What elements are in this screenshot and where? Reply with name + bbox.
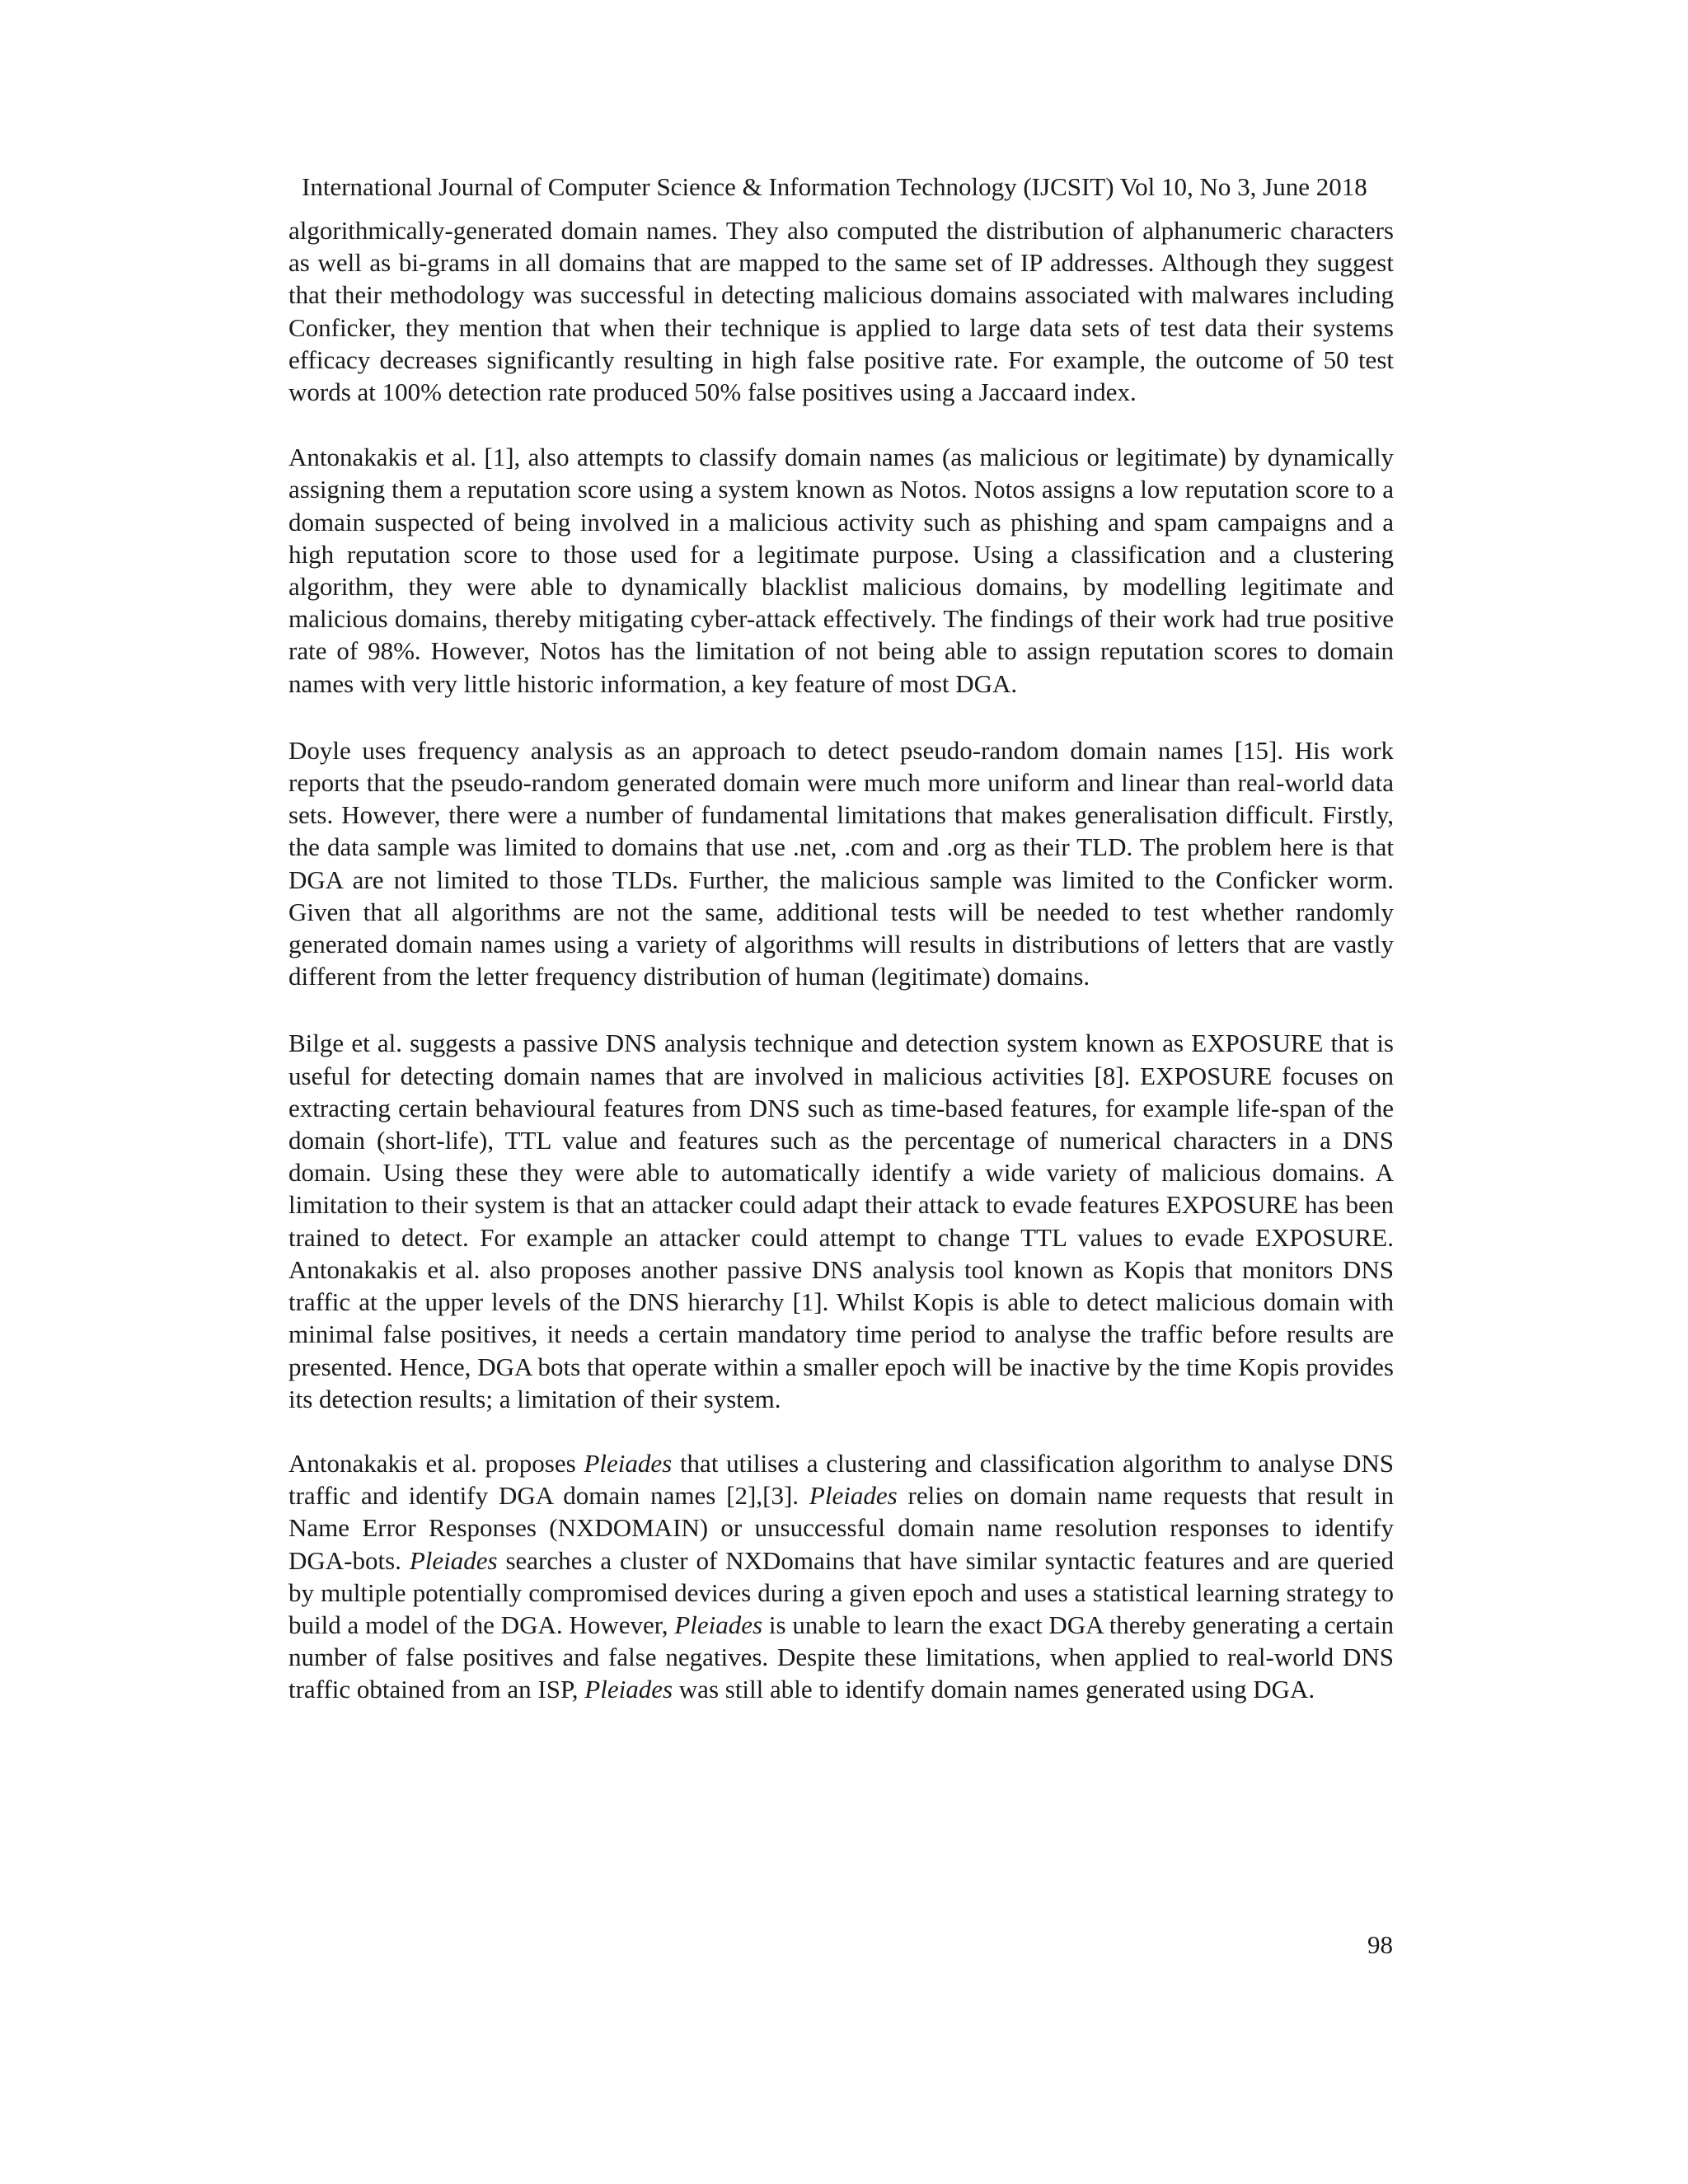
pleiades-term: Pleiades <box>584 1675 673 1704</box>
pleiades-term: Pleiades <box>809 1481 898 1511</box>
paragraph-2: Antonakakis et al. [1], also attempts to classify domain names (as malicious or legitimate) by dynamically assigning them a reputation score using a system known as Notos. Notos assigns a low reputation score to a domain suspected of being involved in a malicious activity such as phishing and spam campaigns and a high reputation score to those used for a legitimate purpose. Using a classification and a clustering algorithm, they were able to dynamically blacklist malicious domains, by modelling legitimate and malicious domains, thereby mitigating cyber-attack effectively. The findings of their work had true positive rate of 98%. However, Notos has the limitation of not being able to assign reputation scores to domain names with very little historic information, a key feature of most DGA. <box>288 443 1394 698</box>
paragraph-1: algorithmically-generated domain names. They also computed the distribution of alphanumeric characters as well as bi-grams in all domains that are mapped to the same set of IP addresses. Although they suggest that their methodology was successful in detecting malicious domains associated with malwares including Conficker, they mention that when their technique is applied to large data sets of test data their systems efficacy decreases significantly resulting in high false positive rate. For example, the outcome of 50 test words at 100% detection rate produced 50% false positives using a Jaccaard index. <box>288 216 1394 407</box>
paragraph-4: Bilge et al. suggests a passive DNS analysis technique and detection system known as EXPOSURE that is useful for detecting domain names that are involved in malicious activities [8]. EXPOSURE focuses on extracting certain behavioural features from DNS such as time-based features, for example life-span of the domain (short-life), TTL value and features such as the percentage of numerical characters in a DNS domain. Using these they were able to automatically identify a wide variety of malicious domains. A limitation to their system is that an attacker could adapt their attack to evade features EXPOSURE has been trained to detect. For example an attacker could attempt to change TTL values to evade EXPOSURE. Antonakakis et al. also proposes another passive DNS analysis tool known as Kopis that monitors DNS traffic at the upper levels of the DNS hierarchy [1]. Whilst Kopis is able to detect malicious domain with minimal false positives, it needs a certain mandatory time period to analyse the traffic before results are presented. Hence, DGA bots that operate within a smaller epoch will be inactive by the time Kopis provides its detection results; a limitation of their system. <box>288 1029 1394 1413</box>
paragraph-5-text: Antonakakis et al. proposes <box>288 1448 584 1478</box>
paragraph-5-text: that utilises a clustering and classification algorithm to analyse DNS traffic and identify DGA domain names [2],[3]. <box>288 1448 1394 1511</box>
running-header: International Journal of Computer Science & Information Technology (IJCSIT) Vol 10, No 3, June 2018 <box>302 172 1367 201</box>
paragraph-5-text: searches a cluster of NXDomains that have similar syntactic features and are queried by multiple potentially compromised devices during a given epoch and uses a statistical learning strategy to build a model of the DGA. However, <box>288 1545 1394 1639</box>
article-body <box>288 214 1394 1739</box>
pleiades-term: Pleiades <box>409 1545 498 1575</box>
pleiades-term: Pleiades <box>584 1448 673 1478</box>
pleiades-term: Pleiades <box>674 1610 763 1639</box>
paragraph-5-text: is unable to learn the exact DGA thereby generating a certain number of false positives and false negatives. Despite these limitations, when applied to real-world DNS traffic obtained from an ISP, <box>288 1610 1394 1704</box>
paragraph-3: Doyle uses frequency analysis as an approach to detect pseudo-random domain names [15]. His work reports that the pseudo-random generated domain were much more uniform and linear than real-world data sets. However, there were a number of fundamental limitations that makes generalisation difficult. Firstly, the data sample was limited to domains that use .net, .com and .org as their TLD. The problem here is that DGA are not limited to those TLDs. Further, the malicious sample was limited to the Conficker worm. Given that all algorithms are not the same, additional tests will be needed to test whether randomly generated domain names using a variety of algorithms will results in distributions of letters that are vastly different from the letter frequency distribution of human (legitimate) domains. <box>288 735 1394 991</box>
page-number: 98 <box>1367 1930 1393 1959</box>
paragraph-5-text: was still able to identify domain names generated using DGA. <box>673 1675 1315 1704</box>
paragraph-5-text: relies on domain name requests that result in Name Error Responses (NXDOMAIN) or unsuccessful domain name resolution responses to identify DGA-bots. <box>288 1481 1394 1575</box>
paragraph-5 <box>288 1447 1394 1706</box>
